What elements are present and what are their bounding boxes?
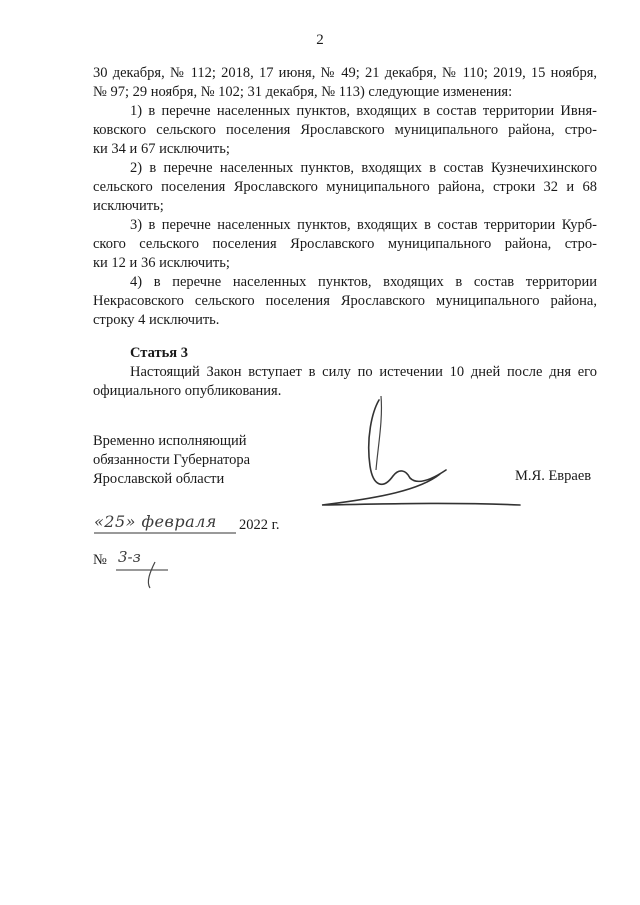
body-line: 4) в перечне населенных пунктов, входящих в состав территории xyxy=(130,274,597,290)
body-line: ки 12 и 36 исключить; xyxy=(93,255,230,271)
article-heading: Статья 3 xyxy=(130,345,188,361)
signer-name: М.Я. Евраев xyxy=(515,468,592,484)
number-flourish xyxy=(148,562,155,588)
body-line: ковского сельского поселения Ярославского муниципального района, стро- xyxy=(93,122,597,138)
body-line: ского сельского поселения Ярославского муниципального района, стро- xyxy=(93,236,597,252)
article-line: Настоящий Закон вступает в силу по истечении 10 дней после дня его xyxy=(130,364,597,380)
body-line: сельского поселения Ярославского муниципального района, строки 32 и 68 xyxy=(93,179,597,195)
body-line: исключить; xyxy=(93,198,164,214)
body-line: № 97; 29 ноября, № 102; 31 декабря, № 113) следующие изменения: xyxy=(93,84,513,100)
body-line: 3) в перечне населенных пунктов, входящих в состав территории Курб- xyxy=(130,217,597,233)
date-year: 2022 г. xyxy=(239,517,280,533)
number-label: № xyxy=(93,552,107,568)
body-line: 1) в перечне населенных пунктов, входящих в состав территории Ивня- xyxy=(130,103,597,119)
article-line: официального опубликования. xyxy=(93,383,282,399)
date-handwritten: «25» февраля xyxy=(94,512,217,531)
body-line: 30 декабря, № 112; 2018, 17 июня, № 49; 21 декабря, № 110; 2019, 15 ноября, xyxy=(93,65,597,81)
signer-title-line: обязанности Губернатора xyxy=(93,452,251,468)
signer-title-line: Временно исполняющий xyxy=(93,433,247,449)
page-number: 2 xyxy=(316,32,324,48)
body-line: ки 34 и 67 исключить; xyxy=(93,141,230,157)
signature xyxy=(322,400,520,505)
signer-title-line: Ярославской области xyxy=(93,471,225,487)
body-line: Некрасовского сельского поселения Ярославского муниципального района, xyxy=(93,293,597,309)
number-handwritten: 3-з xyxy=(118,548,141,566)
body-line: 2) в перечне населенных пунктов, входящих в состав Кузнечихинского xyxy=(130,160,597,176)
body-line: строку 4 исключить. xyxy=(93,312,220,328)
